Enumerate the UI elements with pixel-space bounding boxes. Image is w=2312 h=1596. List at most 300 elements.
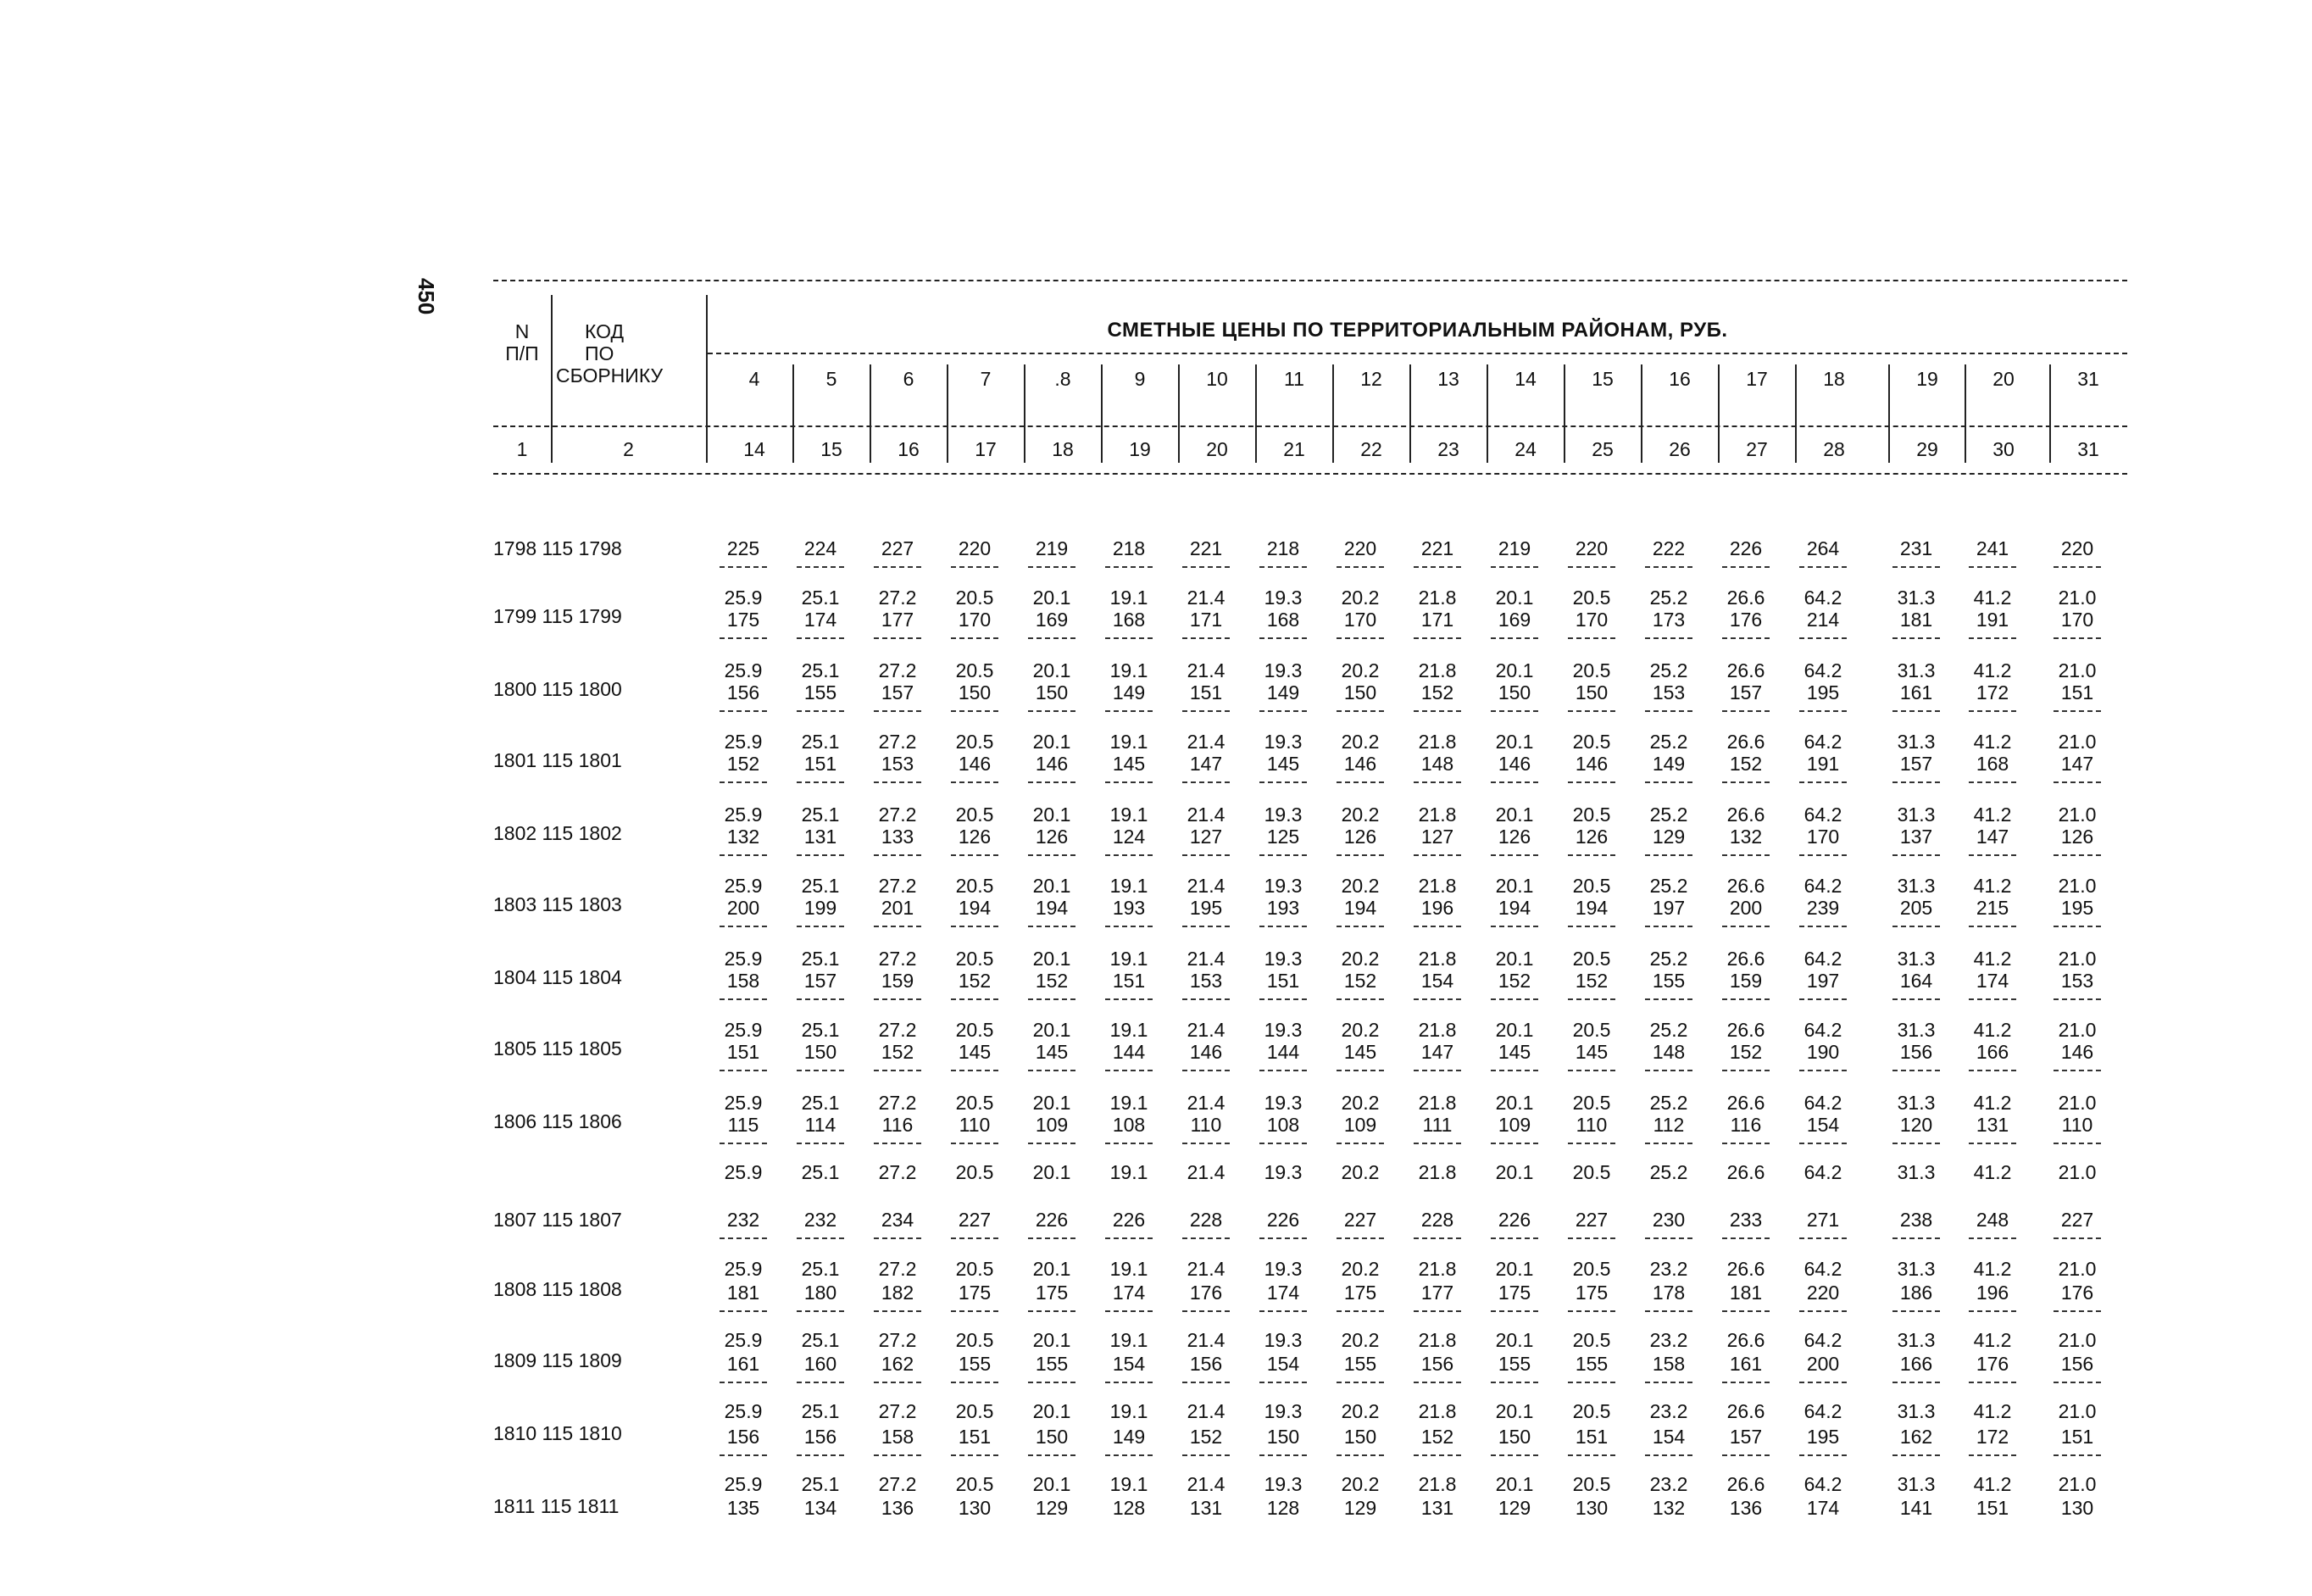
fraction-bar [1105, 854, 1153, 856]
coefficient-cell: 31.3 [1897, 1092, 1936, 1114]
column-index: 20 [1206, 438, 1228, 460]
price-cell: 200 [726, 897, 760, 919]
price-cell: 150 [803, 1041, 837, 1063]
fraction-bar [1969, 710, 2016, 712]
fraction-bar [2054, 854, 2101, 856]
price-cell: 133 [881, 826, 914, 848]
fraction-bar [1645, 781, 1692, 783]
price-cell: 193 [1112, 897, 1146, 919]
column-divider [1965, 364, 1966, 463]
fraction-bar [720, 1070, 767, 1071]
coefficient-cell: 20.5 [955, 1400, 994, 1422]
price-cell: 144 [1112, 1041, 1146, 1063]
price-cell: 152 [1035, 970, 1069, 992]
fraction-bar [1414, 637, 1461, 639]
coefficient-cell: 31.3 [1897, 948, 1936, 970]
coefficient-cell: 41.2 [1973, 731, 2012, 753]
fraction-bar [1259, 637, 1307, 639]
coefficient-cell: 21.8 [1418, 1161, 1457, 1183]
price-cell: 149 [1112, 1426, 1146, 1448]
district-header: 16 [1669, 368, 1691, 390]
fraction-bar [1799, 566, 1847, 568]
column-divider [1332, 364, 1334, 463]
price-cell: 174 [803, 609, 837, 631]
coefficient-cell: 20.5 [955, 731, 994, 753]
coefficient-cell: 25.9 [724, 804, 763, 826]
price-cell: 196 [1976, 1282, 2009, 1304]
fraction-bar [1722, 1143, 1770, 1144]
coefficient-cell: 20.2 [1341, 1329, 1380, 1351]
fraction-bar [1969, 1310, 2016, 1312]
coefficient-cell: 25.9 [724, 1473, 763, 1495]
fraction-bar [1722, 710, 1770, 712]
coefficient-cell: 25.1 [801, 587, 840, 609]
coefficient-cell: 23.2 [1649, 1329, 1688, 1351]
price-cell: 130 [2060, 1497, 2094, 1519]
column-index: 25 [1592, 438, 1614, 460]
coefficient-cell: 21.0 [2058, 1400, 2097, 1422]
col-number-label-2: П/П [505, 342, 539, 364]
fraction-bar [1568, 926, 1615, 927]
coefficient-cell: 20.2 [1341, 1473, 1380, 1495]
price-cell: 155 [1343, 1353, 1377, 1375]
fraction-bar [951, 926, 998, 927]
price-cell: 159 [1729, 970, 1763, 992]
fraction-bar [797, 1143, 844, 1144]
price-cell: 233 [1729, 1209, 1763, 1231]
coefficient-cell: 20.1 [1495, 1400, 1534, 1422]
price-cell: 146 [1035, 753, 1069, 775]
price-cell: 155 [803, 681, 837, 703]
coefficient-cell: 25.1 [801, 1161, 840, 1183]
price-cell: 156 [726, 1426, 760, 1448]
fraction-bar [1799, 781, 1847, 783]
fraction-bar [1892, 1382, 1940, 1383]
coefficient-cell: 26.6 [1726, 1092, 1765, 1114]
fraction-bar [874, 710, 921, 712]
coefficient-cell: 64.2 [1803, 1258, 1842, 1280]
fraction-bar [1799, 998, 1847, 1000]
fraction-bar [951, 710, 998, 712]
fraction-bar [874, 566, 921, 568]
coefficient-cell: 41.2 [1973, 804, 2012, 826]
price-cell: 221 [1420, 537, 1454, 559]
fraction-bar [1892, 781, 1940, 783]
fraction-bar [720, 1382, 767, 1383]
price-cell: 228 [1420, 1209, 1454, 1231]
price-cell: 218 [1266, 537, 1300, 559]
coefficient-cell: 21.4 [1187, 875, 1225, 897]
price-cell: 228 [1189, 1209, 1223, 1231]
coefficient-cell: 20.2 [1341, 1400, 1380, 1422]
coefficient-cell: 20.5 [1572, 1473, 1611, 1495]
fraction-bar [720, 781, 767, 783]
price-cell: 131 [1976, 1114, 2009, 1136]
price-cell: 162 [1899, 1426, 1933, 1448]
row-label: 1810 115 1810 [493, 1422, 622, 1444]
fraction-bar [1491, 998, 1538, 1000]
fraction-bar [1799, 1237, 1847, 1239]
coefficient-cell: 20.1 [1032, 1092, 1071, 1114]
coefficient-cell: 21.0 [2058, 1258, 2097, 1280]
coefficient-cell: 19.1 [1109, 804, 1148, 826]
price-cell: 153 [2060, 970, 2094, 992]
price-cell: 147 [1189, 753, 1223, 775]
price-cell: 161 [726, 1353, 760, 1375]
fraction-bar [1645, 998, 1692, 1000]
fraction-bar [1259, 1237, 1307, 1239]
price-cell: 126 [1498, 826, 1531, 848]
coefficient-cell: 20.1 [1032, 1473, 1071, 1495]
fraction-bar [1028, 1143, 1075, 1144]
coefficient-cell: 20.1 [1032, 804, 1071, 826]
district-header: 12 [1360, 368, 1382, 390]
coefficient-cell: 21.0 [2058, 1019, 2097, 1041]
coefficient-cell: 41.2 [1973, 948, 2012, 970]
coefficient-cell: 64.2 [1803, 948, 1842, 970]
fraction-bar [1491, 781, 1538, 783]
coefficient-cell: 20.2 [1341, 587, 1380, 609]
coefficient-cell: 20.1 [1032, 587, 1071, 609]
price-cell: 220 [1806, 1282, 1840, 1304]
fraction-bar [874, 781, 921, 783]
coefficient-cell: 21.8 [1418, 731, 1457, 753]
fraction-bar [1568, 1237, 1615, 1239]
coefficient-cell: 31.3 [1897, 1161, 1936, 1183]
price-cell: 149 [1266, 681, 1300, 703]
price-cell: 141 [1899, 1497, 1933, 1519]
fraction-bar [1182, 998, 1230, 1000]
price-cell: 146 [2060, 1041, 2094, 1063]
fraction-bar [720, 1310, 767, 1312]
price-cell: 153 [1652, 681, 1686, 703]
coefficient-cell: 26.6 [1726, 804, 1765, 826]
coefficient-cell: 25.1 [801, 659, 840, 681]
price-cell: 109 [1035, 1114, 1069, 1136]
price-cell: 191 [1976, 609, 2009, 631]
coefficient-cell: 27.2 [878, 587, 917, 609]
price-cell: 156 [1189, 1353, 1223, 1375]
coefficient-cell: 21.4 [1187, 1258, 1225, 1280]
price-cell: 152 [1498, 970, 1531, 992]
price-cell: 193 [1266, 897, 1300, 919]
price-cell: 126 [2060, 826, 2094, 848]
coefficient-cell: 21.4 [1187, 1161, 1225, 1183]
row-label: 1802 115 1802 [493, 822, 622, 844]
price-cell: 108 [1266, 1114, 1300, 1136]
coefficient-cell: 64.2 [1803, 1019, 1842, 1041]
price-cell: 151 [1189, 681, 1223, 703]
coefficient-cell: 20.1 [1032, 1258, 1071, 1280]
coefficient-cell: 31.3 [1897, 804, 1936, 826]
row-label: 1801 115 1801 [493, 749, 622, 771]
coefficient-cell: 20.1 [1495, 731, 1534, 753]
fraction-bar [1105, 1237, 1153, 1239]
price-cell: 126 [1035, 826, 1069, 848]
fraction-bar [1568, 710, 1615, 712]
fraction-bar [720, 926, 767, 927]
fraction-bar [1799, 1382, 1847, 1383]
fraction-bar [1892, 710, 1940, 712]
price-cell: 178 [1652, 1282, 1686, 1304]
fraction-bar [1491, 1382, 1538, 1383]
row-label: 1808 115 1808 [493, 1278, 622, 1300]
price-cell: 128 [1266, 1497, 1300, 1519]
coefficient-cell: 21.0 [2058, 948, 2097, 970]
fraction-bar [1414, 854, 1461, 856]
fraction-bar [1491, 710, 1538, 712]
column-divider [1641, 364, 1642, 463]
price-cell: 108 [1112, 1114, 1146, 1136]
fraction-bar [1259, 926, 1307, 927]
fraction-bar [1799, 1070, 1847, 1071]
fraction-bar [1259, 566, 1307, 568]
price-cell: 164 [1899, 970, 1933, 992]
coefficient-cell: 20.1 [1032, 1329, 1071, 1351]
coefficient-cell: 19.1 [1109, 731, 1148, 753]
fraction-bar [874, 926, 921, 927]
fraction-bar [1969, 1454, 2016, 1456]
coefficient-cell: 21.4 [1187, 659, 1225, 681]
coefficient-cell: 19.1 [1109, 587, 1148, 609]
price-cell: 150 [1575, 681, 1609, 703]
fraction-bar [1722, 926, 1770, 927]
price-cell: 264 [1806, 537, 1840, 559]
price-cell: 227 [958, 1209, 992, 1231]
coefficient-cell: 41.2 [1973, 1161, 2012, 1183]
coefficient-cell: 64.2 [1803, 1400, 1842, 1422]
price-cell: 110 [1190, 1114, 1222, 1136]
price-cell: 126 [1575, 826, 1609, 848]
coefficient-cell: 19.1 [1109, 1092, 1148, 1114]
fraction-bar [1414, 1143, 1461, 1144]
fraction-bar [2054, 637, 2101, 639]
price-cell: 109 [1498, 1114, 1531, 1136]
price-cell: 162 [881, 1353, 914, 1375]
price-cell: 224 [803, 537, 837, 559]
fraction-bar [1491, 854, 1538, 856]
coefficient-cell: 41.2 [1973, 1329, 2012, 1351]
fraction-bar [1182, 637, 1230, 639]
coefficient-cell: 20.1 [1495, 875, 1534, 897]
fraction-bar [1645, 1310, 1692, 1312]
fraction-bar [1892, 566, 1940, 568]
coefficient-cell: 64.2 [1803, 804, 1842, 826]
fraction-bar [874, 854, 921, 856]
price-cell: 176 [2060, 1282, 2094, 1304]
coefficient-cell: 20.5 [955, 1258, 994, 1280]
fraction-bar [797, 998, 844, 1000]
price-cell: 146 [1575, 753, 1609, 775]
price-cell: 227 [1575, 1209, 1609, 1231]
fraction-bar [1182, 710, 1230, 712]
price-cell: 168 [1112, 609, 1146, 631]
coefficient-cell: 64.2 [1803, 875, 1842, 897]
column-divider [1888, 364, 1890, 463]
fraction-bar [2054, 710, 2101, 712]
row-label: 1800 115 1800 [493, 678, 622, 700]
price-cell: 129 [1035, 1497, 1069, 1519]
coefficient-cell: 31.3 [1897, 587, 1936, 609]
price-cell: 154 [1806, 1114, 1840, 1136]
price-cell: 127 [1420, 826, 1454, 848]
district-header: 9 [1134, 368, 1146, 390]
price-cell: 220 [958, 537, 992, 559]
coefficient-cell: 26.6 [1726, 1161, 1765, 1183]
coefficient-cell: 20.2 [1341, 1258, 1380, 1280]
price-cell: 194 [1498, 897, 1531, 919]
price-cell: 221 [1189, 537, 1223, 559]
fraction-bar [1028, 1070, 1075, 1071]
price-cell: 170 [1343, 609, 1377, 631]
fraction-bar [1568, 637, 1615, 639]
price-cell: 232 [726, 1209, 760, 1231]
fraction-bar [1491, 1237, 1538, 1239]
fraction-bar [1722, 781, 1770, 783]
coefficient-cell: 20.1 [1495, 1161, 1534, 1183]
fraction-bar [1028, 781, 1075, 783]
coefficient-cell: 21.4 [1187, 1400, 1225, 1422]
coefficient-cell: 20.1 [1495, 1019, 1534, 1041]
fraction-bar [1568, 1143, 1615, 1144]
fraction-bar [1969, 1382, 2016, 1383]
price-cell: 150 [1343, 681, 1377, 703]
header-sub-rule [493, 425, 2127, 427]
row-label: 1807 115 1807 [493, 1209, 622, 1231]
fraction-bar [1259, 781, 1307, 783]
fraction-bar [1414, 1237, 1461, 1239]
fraction-bar [1645, 1143, 1692, 1144]
fraction-bar [720, 1454, 767, 1456]
fraction-bar [797, 1070, 844, 1071]
fraction-bar [1414, 998, 1461, 1000]
fraction-bar [1105, 1143, 1153, 1144]
column-divider [1255, 364, 1257, 463]
price-cell: 200 [1729, 897, 1763, 919]
fraction-bar [1105, 781, 1153, 783]
coefficient-cell: 20.5 [1572, 1258, 1611, 1280]
fraction-bar [1568, 1310, 1615, 1312]
district-header: 15 [1592, 368, 1614, 390]
coefficient-cell: 21.8 [1418, 659, 1457, 681]
price-cell: 170 [2060, 609, 2094, 631]
coefficient-cell: 19.3 [1264, 1092, 1303, 1114]
coefficient-cell: 20.2 [1341, 1092, 1380, 1114]
price-cell: 199 [803, 897, 837, 919]
fraction-bar [1722, 1237, 1770, 1239]
fraction-bar [951, 637, 998, 639]
price-cell: 197 [1806, 970, 1840, 992]
fraction-bar [797, 710, 844, 712]
coefficient-cell: 19.1 [1109, 1473, 1148, 1495]
coefficient-cell: 25.1 [801, 1092, 840, 1114]
coefficient-cell: 25.9 [724, 1400, 763, 1422]
price-cell: 171 [1189, 609, 1223, 631]
fraction-bar [1259, 1070, 1307, 1071]
price-cell: 130 [958, 1497, 992, 1519]
price-cell: 159 [881, 970, 914, 992]
fraction-bar [951, 566, 998, 568]
coefficient-cell: 20.1 [1495, 1329, 1534, 1351]
page-number: 450 [414, 278, 439, 315]
fraction-bar [797, 1310, 844, 1312]
price-cell: 145 [1343, 1041, 1377, 1063]
price-cell: 147 [2060, 753, 2094, 775]
fraction-bar [720, 998, 767, 1000]
district-header: 13 [1437, 368, 1459, 390]
fraction-bar [720, 854, 767, 856]
coefficient-cell: 27.2 [878, 731, 917, 753]
fraction-bar [797, 1237, 844, 1239]
column-divider [1101, 364, 1103, 463]
fraction-bar [1491, 1070, 1538, 1071]
coefficient-cell: 41.2 [1973, 659, 2012, 681]
price-cell: 169 [1498, 609, 1531, 631]
price-cell: 197 [1652, 897, 1686, 919]
fraction-bar [1645, 566, 1692, 568]
price-cell: 150 [1343, 1426, 1377, 1448]
header-top-rule [493, 280, 2127, 281]
price-cell: 148 [1420, 753, 1454, 775]
price-cell: 155 [1652, 970, 1686, 992]
row-label: 1809 115 1809 [493, 1349, 622, 1371]
coefficient-cell: 25.9 [724, 1092, 763, 1114]
coefficient-cell: 41.2 [1973, 1258, 2012, 1280]
fraction-bar [1337, 1310, 1384, 1312]
price-cell: 126 [1343, 826, 1377, 848]
col-number-label: N [514, 320, 530, 342]
price-cell: 125 [1266, 826, 1300, 848]
coefficient-cell: 27.2 [878, 1258, 917, 1280]
fraction-bar [720, 1143, 767, 1144]
coefficient-cell: 20.1 [1032, 1161, 1071, 1183]
price-cell: 182 [881, 1282, 914, 1304]
price-cell: 226 [1035, 1209, 1069, 1231]
column-divider [1409, 364, 1411, 463]
price-cell: 150 [1266, 1426, 1300, 1448]
fraction-bar [2054, 1143, 2101, 1144]
fraction-bar [1491, 1143, 1538, 1144]
column-index: 17 [975, 438, 997, 460]
price-cell: 195 [1189, 897, 1223, 919]
fraction-bar [1722, 1310, 1770, 1312]
column-index: 24 [1514, 438, 1537, 460]
fraction-bar [1337, 1382, 1384, 1383]
coefficient-cell: 20.5 [1572, 804, 1611, 826]
row-label: 1806 115 1806 [493, 1110, 622, 1132]
price-cell: 152 [958, 970, 992, 992]
fraction-bar [874, 1237, 921, 1239]
price-cell: 230 [1652, 1209, 1686, 1231]
price-cell: 195 [1806, 1426, 1840, 1448]
fraction-bar [2054, 1382, 2101, 1383]
fraction-bar [1259, 998, 1307, 1000]
fraction-bar [1337, 710, 1384, 712]
coefficient-cell: 20.2 [1341, 659, 1380, 681]
price-cell: 158 [1652, 1353, 1686, 1375]
coefficient-cell: 21.4 [1187, 948, 1225, 970]
price-cell: 157 [1899, 753, 1933, 775]
price-cell: 150 [1035, 681, 1069, 703]
coefficient-cell: 26.6 [1726, 731, 1765, 753]
fraction-bar [1182, 1143, 1230, 1144]
price-cell: 176 [1729, 609, 1763, 631]
fraction-bar [874, 1310, 921, 1312]
column-index: 23 [1437, 438, 1459, 460]
column-divider [2049, 364, 2051, 463]
fraction-bar [1799, 1143, 1847, 1144]
price-cell: 156 [1420, 1353, 1454, 1375]
